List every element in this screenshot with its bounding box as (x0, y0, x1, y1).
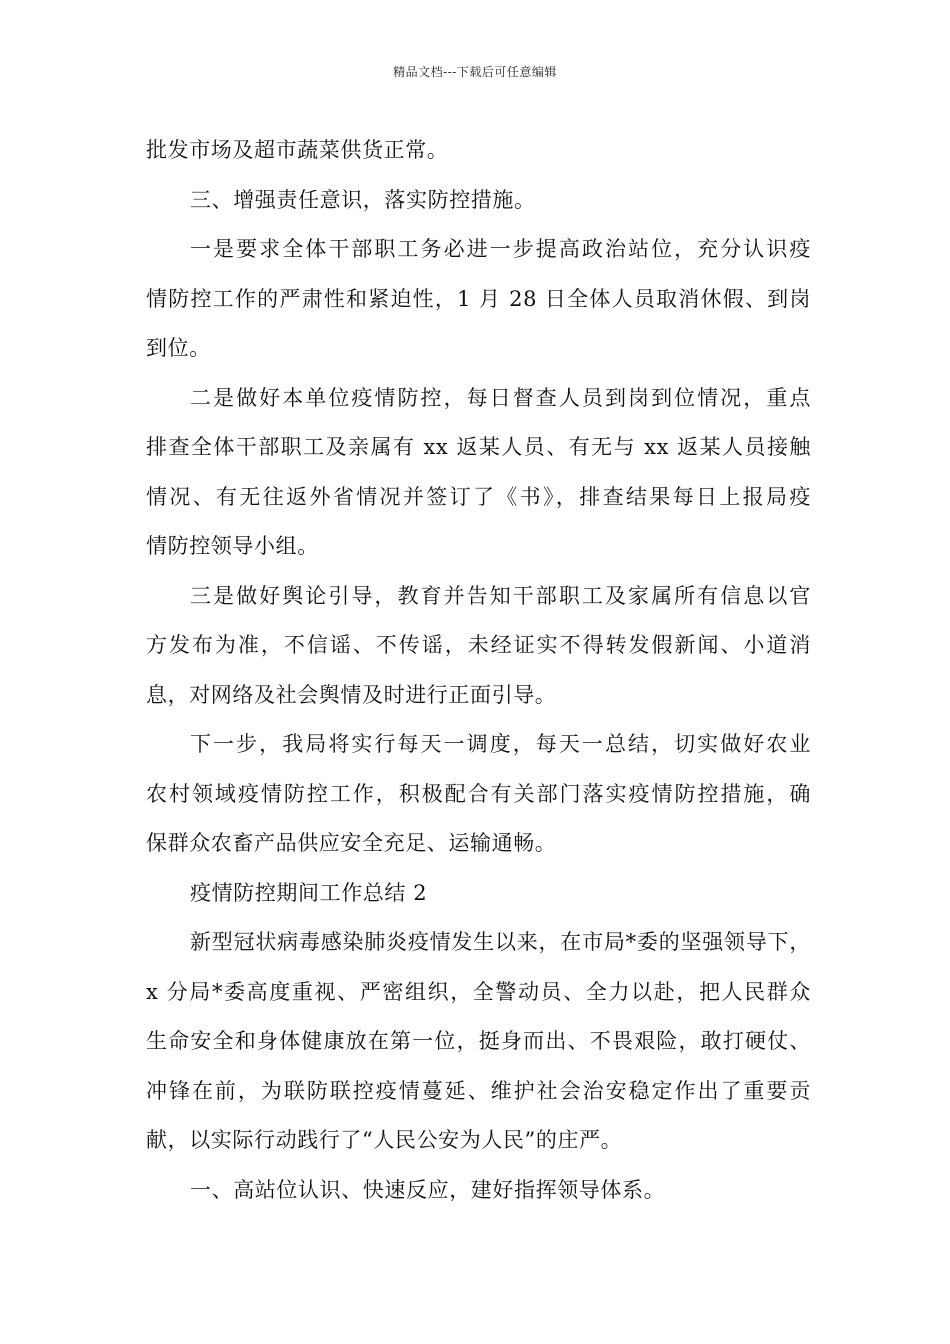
paragraph-line: 三是做好舆论引导，教育并告知干部职工及家属所有信息以官 (190, 583, 811, 608)
text-line: 情况、有无往返外省情况并签订了《书》，排查结果每日上报局疫 (146, 484, 811, 509)
text-line: 到位。 (146, 336, 211, 360)
paragraph-line: 一是要求全体干部职工务必进一步提高政治站位，充分认识疫 (190, 237, 811, 261)
text-line: 献，以实际行动践行了“人民公安为人民”的庄严。 (146, 1128, 623, 1152)
text-line: 保群众农畜产品供应安全充足、运输通畅。 (146, 831, 557, 855)
text-line: x 分局*委高度重视、严密组织，全警动员、全力以赴，把人民群众 (146, 979, 811, 1004)
paragraph-line: 二是做好本单位疫情防控，每日督查人员到岗到位情况，重点 (190, 385, 811, 410)
text-line: 排查全体干部职工及亲属有 xx 返某人员、有无与 xx 返某人员接触 (146, 435, 811, 459)
text-line: 农村领域疫情防控工作，积极配合有关部门落实疫情防控措施，确 (146, 781, 811, 806)
text-line: 情防控工作的严肃性和紧迫性，1 月 28 日全体人员取消休假、到岗 (146, 286, 811, 311)
text-line: 息，对网络及社会舆情及时进行正面引导。 (146, 682, 557, 707)
page-header: 精品文档---下载后可任意编辑 (393, 65, 557, 79)
section-heading: 一、高站位认识、快速反应，建好指挥领导体系。 (190, 1177, 666, 1202)
text-line: 批发市场及超市蔬菜供货正常。 (146, 138, 449, 162)
section-title: 疫情防控期间工作总结 2 (190, 880, 428, 905)
text-line: 生命安全和身体健康放在第一位，挺身而出、不畏艰险，敢打硬仗、 (146, 1029, 811, 1053)
paragraph-line: 下一步，我局将实行每天一调度，每天一总结，切实做好农业 (190, 732, 811, 756)
text-line: 方发布为准，不信谣、不传谣，未经证实不得转发假新闻、小道消 (146, 633, 811, 657)
paragraph-line: 新型冠状病毒感染肺炎疫情发生以来，在市局*委的坚强领导下， (190, 930, 811, 954)
text-line: 冲锋在前，为联防联控疫情蔓延、维护社会治安稳定作出了重要贡 (146, 1078, 811, 1103)
document-body (146, 126, 811, 1215)
text-line: 情防控领导小组。 (146, 534, 319, 558)
section-heading: 三、增强责任意识，落实防控措施。 (190, 187, 536, 212)
